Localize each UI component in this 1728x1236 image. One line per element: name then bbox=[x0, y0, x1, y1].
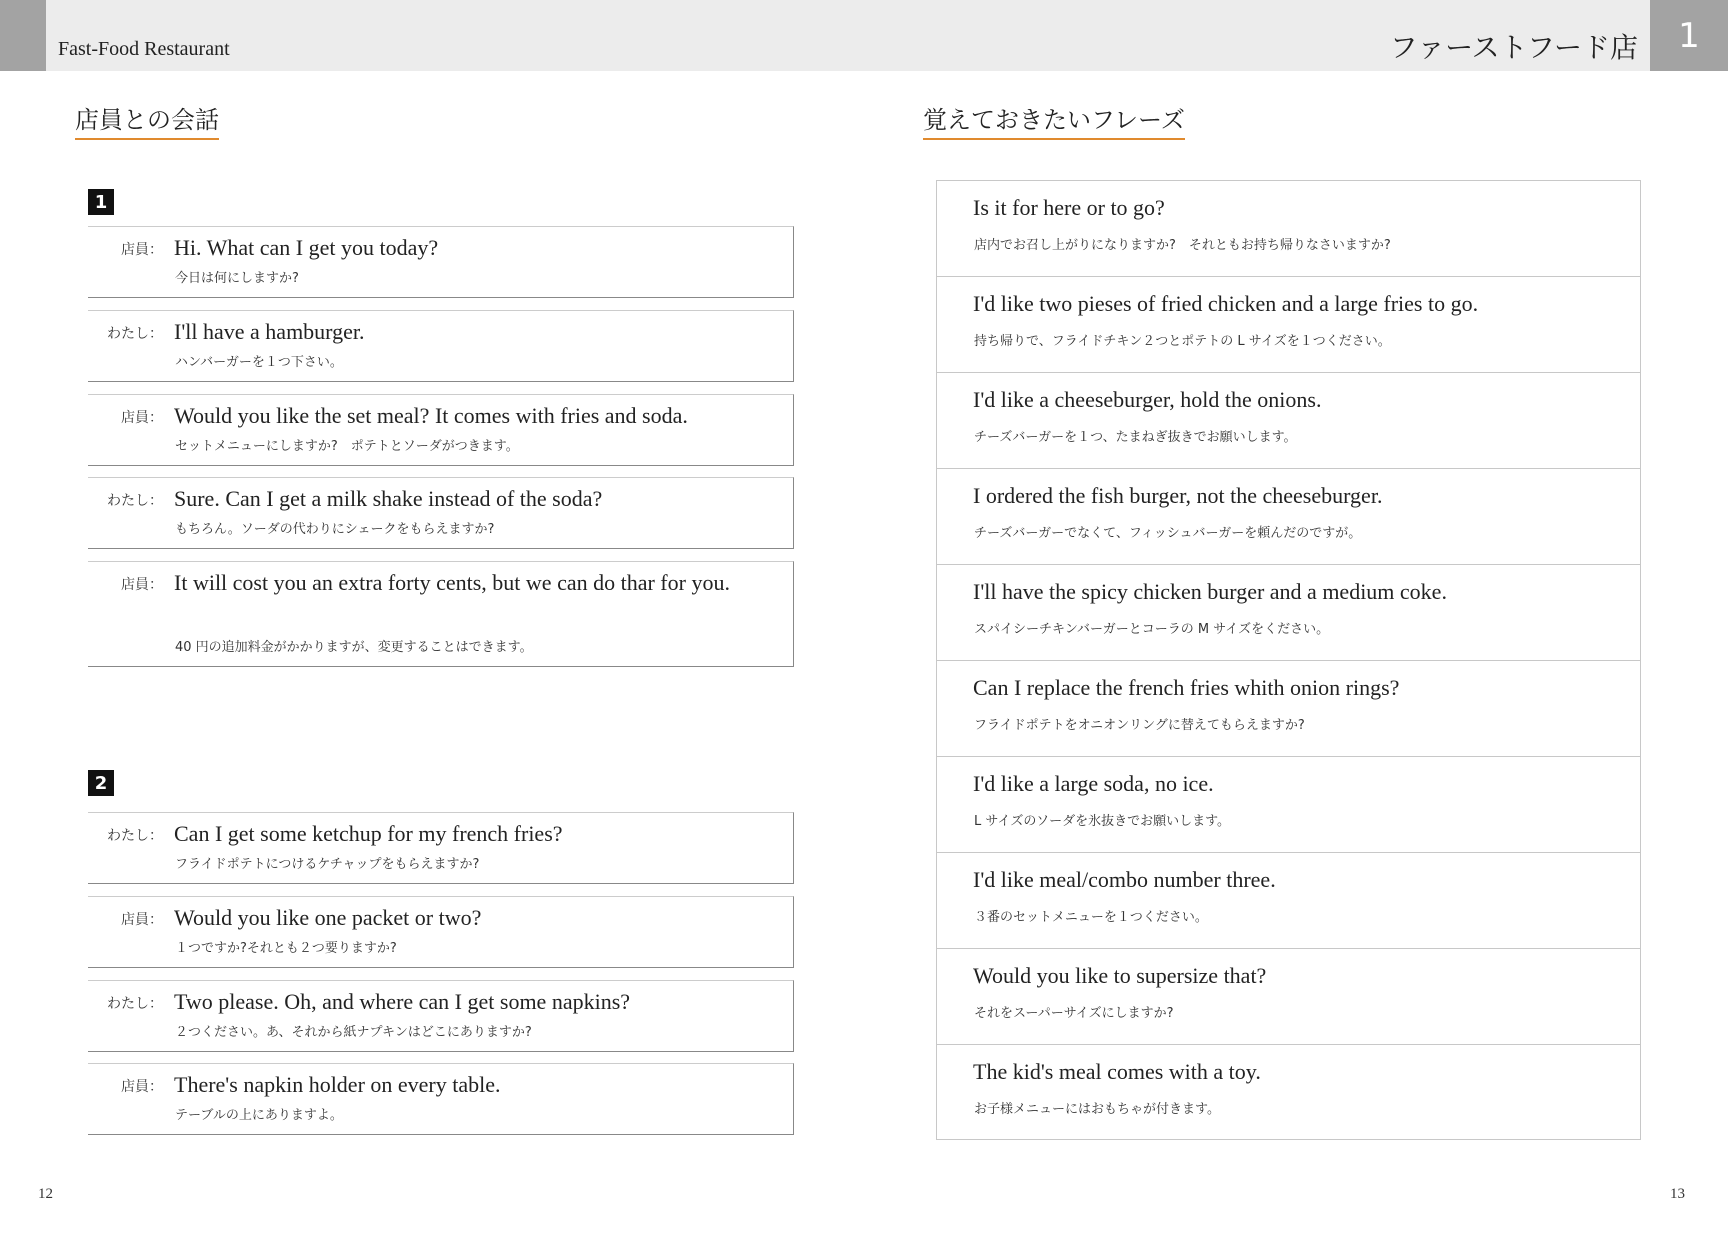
dialog-english: Would you like one packet or two? bbox=[174, 905, 482, 930]
dialog-japanese: １つですか?それとも２つ要りますか? bbox=[175, 941, 397, 956]
header-title-en: Fast-Food Restaurant bbox=[58, 38, 230, 60]
phrase-row bbox=[937, 853, 1640, 949]
dialog-english: Two please. Oh, and where can I get some napkins? bbox=[174, 989, 631, 1014]
phrase-row bbox=[937, 565, 1640, 661]
dialog-english: I'll have a hamburger. bbox=[174, 319, 365, 344]
dialog-japanese: フライドポテトにつけるケチャップをもらえますか? bbox=[175, 857, 480, 872]
left-page-number: 12 bbox=[38, 1186, 53, 1202]
dialog-2-number: 2 bbox=[88, 770, 114, 796]
header-title-jp: ファーストフード店 bbox=[1389, 31, 1638, 64]
dialog-english: Would you like the set meal? It comes with fries and soda. bbox=[174, 403, 688, 428]
dialog-2-line-4 bbox=[88, 1063, 794, 1135]
phrase-row bbox=[937, 949, 1640, 1045]
right-page-number: 13 bbox=[1670, 1186, 1685, 1202]
speaker-label: わたし： bbox=[107, 828, 163, 844]
speaker-label: 店員： bbox=[121, 242, 163, 258]
phrase-row bbox=[937, 1045, 1640, 1141]
phrase-row bbox=[937, 661, 1640, 757]
phrase-english: Can I replace the french fries whith onion rings? bbox=[973, 675, 1400, 700]
dialog-english: It will cost you an extra forty cents, but we can do thar for you. bbox=[174, 570, 730, 595]
phrase-japanese: L サイズのソーダを氷抜きでお願いします。 bbox=[974, 814, 1231, 829]
dialog-english: There's napkin holder on every table. bbox=[174, 1072, 501, 1097]
dialog-japanese: テーブルの上にありますよ。 bbox=[175, 1108, 343, 1123]
dialog-1-line-5 bbox=[88, 561, 794, 667]
dialog-1-line-3 bbox=[88, 394, 794, 466]
phrase-english: The kid's meal comes with a toy. bbox=[973, 1059, 1261, 1084]
dialog-japanese: ハンバーガーを１つ下さい。 bbox=[175, 355, 343, 370]
phrase-japanese: チーズバーガーでなくて、フィッシュバーガーを頼んだのですが。 bbox=[974, 526, 1362, 541]
phrase-english: I ordered the fish burger, not the cheeseburger. bbox=[973, 483, 1383, 508]
phrase-table bbox=[936, 180, 1641, 1140]
dialog-1-line-2 bbox=[88, 310, 794, 382]
dialog-japanese: 今日は何にしますか? bbox=[175, 271, 299, 286]
dialog-2-line-3 bbox=[88, 980, 794, 1052]
phrase-row bbox=[937, 181, 1640, 277]
speaker-label: わたし： bbox=[107, 326, 163, 342]
phrase-english: Is it for here or to go? bbox=[973, 195, 1165, 220]
speaker-label: 店員： bbox=[121, 577, 163, 593]
phrase-japanese: 持ち帰りで、フライドチキン２つとポテトの L サイズを１つください。 bbox=[974, 334, 1391, 349]
phrase-row bbox=[937, 277, 1640, 373]
dialog-english: Hi. What can I get you today? bbox=[174, 235, 439, 260]
phrase-row bbox=[937, 469, 1640, 565]
dialog-japanese: もちろん。ソーダの代わりにシェークをもらえますか? bbox=[175, 522, 495, 537]
phrase-japanese: それをスーパーサイズにしますか? bbox=[974, 1006, 1174, 1021]
phrase-row bbox=[937, 373, 1640, 469]
dialog-english: Sure. Can I get a milk shake instead of the soda? bbox=[174, 486, 603, 511]
phrase-english: I'd like meal/combo number three. bbox=[973, 867, 1276, 892]
phrase-japanese: チーズバーガーを１つ、たまねぎ抜きでお願いします。 bbox=[974, 430, 1297, 445]
dialog-japanese: 40 円の追加料金がかかりますが、変更することはできます。 bbox=[175, 640, 533, 655]
dialog-english: Can I get some ketchup for my french fries? bbox=[174, 821, 563, 846]
phrase-english: I'd like two pieses of fried chicken and a large fries to go. bbox=[973, 291, 1479, 316]
dialog-2-line-1 bbox=[88, 812, 794, 884]
chapter-number: 1 bbox=[1650, 0, 1728, 71]
phrase-row bbox=[937, 757, 1640, 853]
phrase-english: I'd like a large soda, no ice. bbox=[973, 771, 1214, 796]
phrase-english: I'll have the spicy chicken burger and a medium coke. bbox=[973, 579, 1447, 604]
dialog-japanese: セットメニューにしますか? ポテトとソーダがつきます。 bbox=[175, 439, 519, 454]
phrase-japanese: お子様メニューにはおもちゃが付きます。 bbox=[974, 1102, 1220, 1117]
dialog-1-line-1 bbox=[88, 226, 794, 298]
dialog-1-number: 1 bbox=[88, 189, 114, 215]
dialog-japanese: ２つください。あ、それから紙ナプキンはどこにありますか? bbox=[175, 1025, 532, 1040]
left-section-title: 店員との会話 bbox=[75, 100, 219, 140]
dialog-1-line-4 bbox=[88, 477, 794, 549]
phrase-japanese: ３番のセットメニューを１つください。 bbox=[974, 910, 1208, 925]
header-left-tab bbox=[0, 0, 46, 71]
page-header bbox=[0, 0, 1728, 71]
speaker-label: わたし： bbox=[107, 996, 163, 1012]
speaker-label: 店員： bbox=[121, 410, 163, 426]
dialog-2-line-2 bbox=[88, 896, 794, 968]
phrase-japanese: フライドポテトをオニオンリングに替えてもらえますか? bbox=[974, 718, 1305, 733]
phrase-japanese: 店内でお召し上がりになりますか? それともお持ち帰りなさいますか? bbox=[974, 238, 1391, 253]
speaker-label: 店員： bbox=[121, 1079, 163, 1095]
phrase-japanese: スパイシーチキンバーガーとコーラの M サイズをください。 bbox=[974, 622, 1330, 637]
speaker-label: わたし： bbox=[107, 493, 163, 509]
right-section-title: 覚えておきたいフレーズ bbox=[923, 100, 1185, 140]
speaker-label: 店員： bbox=[121, 912, 163, 928]
phrase-english: Would you like to supersize that? bbox=[973, 963, 1267, 988]
phrase-english: I'd like a cheeseburger, hold the onions. bbox=[973, 387, 1322, 412]
